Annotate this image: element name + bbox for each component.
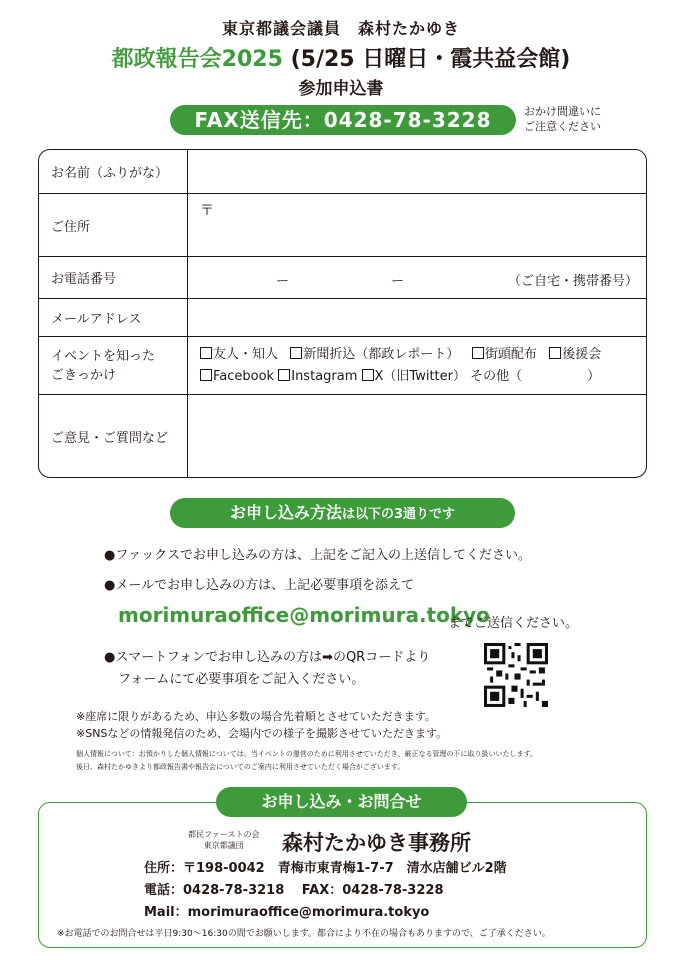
checkbox-street[interactable]: [472, 347, 537, 362]
opinion-label: ご意見・ご質問など: [39, 395, 188, 477]
other-option[interactable]: その他（ ）: [470, 368, 601, 384]
opinion-field[interactable]: [188, 395, 646, 477]
event-source-label: [39, 337, 188, 395]
checkbox-icon: [200, 369, 212, 381]
checkbox-icon: [278, 369, 290, 381]
office-phone: 電話：0428-78-3218 FAX：0428-78-3228: [144, 883, 444, 898]
method-email-address[interactable]: morimuraoffice@morimura.tokyo: [118, 603, 490, 627]
option-label: 後援会: [562, 346, 602, 362]
phone-dash-1: ー: [276, 274, 290, 289]
address-field[interactable]: [188, 194, 646, 257]
privacy-line2: 後日、森村たかゆきより都政報告書や報告会についてのご案内に利用させていただく場合がございます。: [76, 763, 405, 771]
method-pill-main: お申し込み方法: [229, 503, 342, 522]
checkbox-newspaper[interactable]: [290, 347, 459, 362]
phone-note: （ご自宅・携帯番号）: [507, 274, 638, 289]
method-phone-line1: [104, 646, 430, 665]
organizer-line: 東京都議会議員 森村たかゆき: [221, 19, 460, 38]
checkbox-icon: [549, 347, 561, 359]
privacy-line1: 個人情報について：お預かりした個人情報については、当イベントの運営のために利用させていただき、厳正なる管理の下に取り扱いいたします。: [76, 750, 537, 758]
event-source-label-line1: イベントを知った: [51, 348, 156, 364]
org-line1: 都民ファーストの会: [188, 830, 260, 839]
phone-dash-2: ー: [391, 274, 405, 289]
address-label: ご住所: [39, 194, 188, 257]
phone-field[interactable]: [188, 257, 646, 299]
checkbox-x[interactable]: [362, 369, 466, 384]
method-email-suffix: までご送信ください。: [448, 616, 579, 631]
fax-caution-line1: おかけ間違いに: [524, 105, 601, 118]
checkbox-icon: [362, 369, 374, 381]
application-form: [38, 149, 647, 478]
arrow-right-icon: ➡: [322, 650, 333, 665]
postal-mark: 〒: [200, 203, 214, 219]
option-label: 友人・知人: [213, 346, 279, 362]
options-row-1: [200, 344, 634, 366]
method-pill-small: は以下の3通りです: [341, 507, 456, 522]
method-phone-text-a: ●スマートフォンでお申し込みの方は: [104, 650, 323, 665]
checkbox-friend[interactable]: [200, 347, 278, 362]
option-label: Instagram: [291, 368, 358, 384]
email-field[interactable]: [188, 299, 646, 337]
office-name: 森村たかゆき事務所: [282, 831, 471, 855]
checkbox-icon: [472, 347, 484, 359]
org-name: [188, 829, 259, 851]
name-label: お名前（ふりがな）: [39, 150, 188, 194]
event-source-label-line2: ごきっかけ: [51, 367, 117, 383]
checkbox-icon: [200, 347, 212, 359]
option-label: 街頭配布: [484, 346, 537, 362]
org-line2: 東京都議団: [203, 841, 244, 850]
option-label: 新聞折込（都政レポート）: [303, 346, 460, 362]
fax-caution-line2: ご注意ください: [524, 120, 601, 133]
note-seating: ※座席に限りがあるため、申込多数の場合先着順とさせていただきます。: [76, 710, 436, 723]
option-label: X（旧Twitter）: [374, 368, 466, 384]
method-phone-text-b: のQRコードより: [332, 650, 431, 665]
contact-footer-note: ※お電話でのお問合せは平日9:30～16:30の間でお願いします。都合により不在の場合もありますので、ご了承ください。: [57, 929, 551, 939]
email-label: メールアドレス: [39, 299, 188, 337]
fax-caution-note: [524, 104, 601, 134]
form-subtitle: 参加申込書: [298, 79, 384, 99]
office-mail[interactable]: Mail：morimuraoffice@morimura.tokyo: [144, 905, 430, 920]
event-title-green: 都政報告会2025: [111, 47, 283, 72]
checkbox-facebook[interactable]: [200, 369, 274, 384]
name-field[interactable]: [188, 150, 646, 194]
qr-code-icon[interactable]: [484, 643, 548, 707]
event-title-date: (5/25 日曜日・霞共益会館): [290, 47, 571, 72]
checkbox-instagram[interactable]: [278, 369, 357, 384]
event-title: [0, 42, 682, 73]
contact-pill: お申し込み・お問合せ: [216, 787, 467, 817]
method-fax: ●ファックスでお申し込みの方は、上記をご記入の上送信してください。: [104, 548, 531, 563]
phone-label: お電話番号: [39, 257, 188, 299]
checkbox-supporter[interactable]: [549, 347, 601, 362]
option-label: Facebook: [213, 368, 275, 384]
checkbox-icon: [290, 347, 302, 359]
fax-number-pill: FAX送信先：0428-78-3228: [170, 105, 516, 135]
method-pill: [170, 498, 515, 528]
method-phone-line2: フォームにて必要事項をご記入ください。: [118, 672, 365, 687]
note-photo: ※SNSなどの情報発信のため、会場内での様子を撮影させていただきます。: [76, 727, 448, 740]
options-row-2: [200, 366, 634, 388]
office-address: 住所：〒198-0042 青梅市東青梅1-7-7 清水店舗ビル2階: [144, 861, 507, 876]
event-source-options: [188, 337, 646, 395]
method-mail: ●メールでお申し込みの方は、上記必要事項を添えて: [104, 578, 415, 593]
